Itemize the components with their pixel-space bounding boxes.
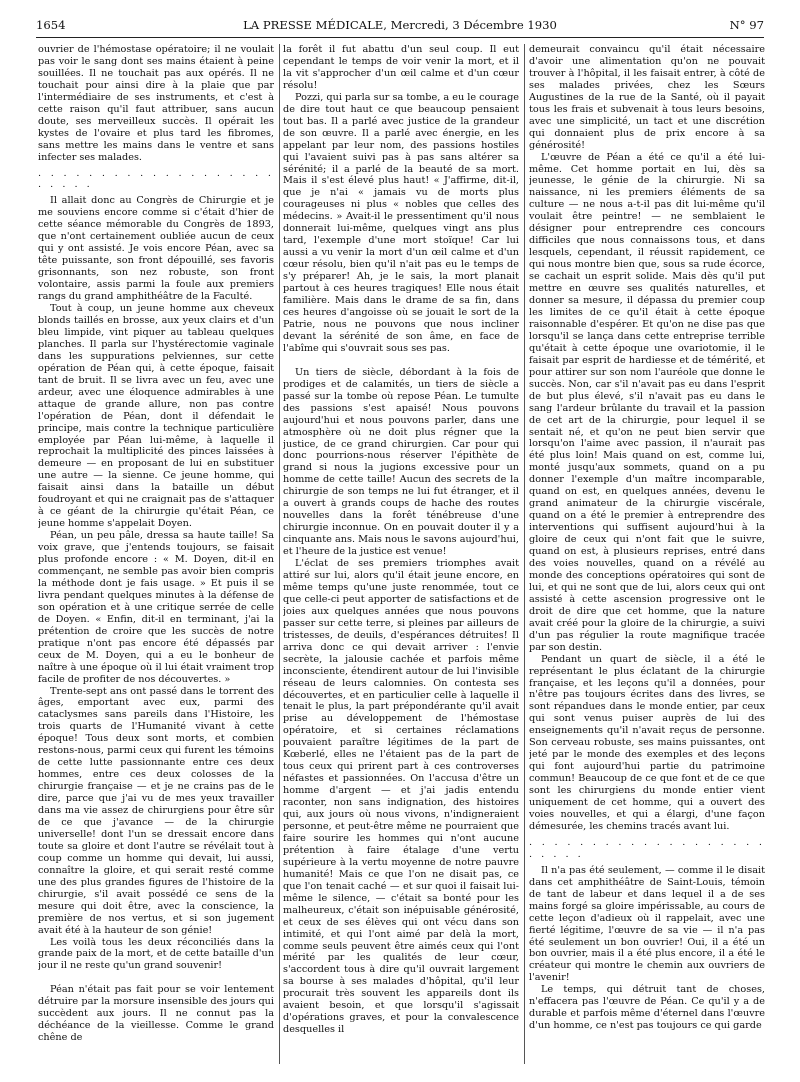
paragraph: demeurait convaincu qu'il était nécessaire d'avoir une alimentation qu'on ne pouvait trouver à l'hôpital, il les faisait entrer, à côté de ses malades privées, chez les Sœurs Augustines de la rue de la Santé, où il payait tous les frais et subvenait à tous leurs besoins, avec une simplicité, un tact et une discrétion qui donnaient plus de prix encore à sa générosité! — [529, 44, 765, 151]
column-divider — [524, 44, 525, 1064]
paragraph: Trente-sept ans ont passé dans le torrent des âges, emportant avec eux, parmi des cataclysmes sans pareils dans l'Histoire, les trois quarts de l'Humanité vivant à cette époque! Tous deux sont morts, et combien restons-nous, parmi ceux qui furent les témoins de cette lutte passionnante entre ces deux hommes, entre ces deux colosses de la chirurgie française — et je ne crains pas de le dire, parce que j'ai vu de mes yeux travailler dans ma vie assez de chirurgiens pour être sûr de ce que j'avance — de la chirurgie universelle! dont l'un se dressait encore dans toute sa gloire et dont l'autre se révélait tout à coup comme un homme qui devait, lui aussi, connaître la gloire, et qui serait resté comme une des plus grandes figures de l'histoire de la chirurgie, s'il avait possédé ce sens de la mesure qui doit être, avec la conscience, la première de nos vertus, et si son jugement avait été à la hauteur de son génie! — [38, 685, 274, 936]
paragraph: Il allait donc au Congrès de Chirurgie et je me souviens encore comme si c'était d'hier de cette séance mémorable du Congrès de 1893, que n'ont certainement oubliée aucun de ceux qui y ont assisté. Je vois encore Péan, avec sa tête puissante, son front dépouillé, ses favoris grisonnants, son nez robuste, son front volontaire, assis parmi la foule aux premiers rangs du grand amphithéâtre de la Faculté. — [38, 195, 274, 303]
paragraph: Les voilà tous les deux réconciliés dans la grande paix de la mort, et de cette bataille d'un jour il ne reste qu'un grand souvenir! — [38, 936, 274, 972]
paragraph: L'éclat de ses premiers triomphes avait attiré sur lui, alors qu'il était jeune encore, en même temps qu'une juste renommée, tout ce que celle-ci peut apporter de satisfactions et de joies aux quelques années que nous pouvons passer sur cette terre, si pleines par ailleurs de tristesses, de deuils, d'espérances détruites! Il arriva donc ce qui devait arriver : l'envie secrète, la jalousie cachée et parfois même inconsciente, étendirent autour de lui l'invisible réseau de leurs calomnies. On contesta ses découvertes, et en particulier celle à laquelle il tenait le plus, la part prépondérante qu'il avait prise au développement de l'hémostase opératoire, et si certaines réclamations pouvaient paraître légitimes de la part de Kœberlé, elles ne l'étaient pas de la part de tous ceux qui prirent part à ces controverses néfastes et passionnées. On l'accusa d'être un homme d'argent — et j'ai jadis entendu raconter, non sans indignation, des histoires qui, aux jours où nous vivons, n'indigneraient personne, et peut-être même ne pourraient que faire sourire les hommes qui n'ont aucune prétention à faire étalage d'une vertu supérieure à la vertu moyenne de notre pauvre humanité! Mais ce que l'on ne disait pas, ce que l'on tenait caché — et sur quoi il faisait lui-même le silence, — c'était sa bonté pour les malheureux, c'était son inépuisable générosité, et ceux de ses élèves qui ont vécu dans son intimité, et qui l'ont aimé par delà la mort, comme seuls peuvent être aimés ceux qui l'ont mérité par les qualités de leur cœur, s'accordent tous à dire qu'il ouvrait largement sa bourse à ses malades d'hôpital, qu'il leur procurait très souvent les appareils dont ils avaient besoin, et que lorsqu'il s'agissait d'opérations graves, et pour la convalescence desquelles il — [283, 558, 519, 1036]
paragraph: Pozzi, qui parla sur sa tombe, a eu le courage de dire tout haut ce que beaucoup pensaient tout bas. Il a parlé avec justice de la grandeur de son œuvre. Il a parlé avec énergie, en les appelant par leur nom, des passions hostiles qui l'avaient suivi pas à pas sans altérer sa sérénité; il a parlé de la beauté de sa mort. Mais il s'est élevé plus haut! « J'affirme, dit-il, que je n'ai « jamais vu de morts plus courageuses ni plus « nobles que celles des médecins. » Avait-il le pressentiment qu'il nous donnerait lui-même, quelques vingt ans plus tard, l'exemple d'une mort stoïque! Car lui aussi a vu venir la mort d'un œil calme et d'un cœur résolu, bien qu'il n'ait pas eu le temps de s'y préparer! Ah, je le sais, la mort planait partout à ces heures tragiques! Elle nous était familière. Mais dans le drame de sa fin, dans ces heures d'angoisse où se jouait le sort de la Patrie, nous ne pouvons que nous incliner devant la sérénité de son âme, en face de l'abîme qui s'ouvrait sous ses pas. — [283, 91, 519, 354]
issue-number: N° 97 — [729, 18, 764, 32]
text-column-3 — [529, 44, 765, 1074]
header-rule — [36, 37, 764, 38]
page-number: 1654 — [36, 18, 66, 32]
paragraph: la forêt il fut abattu d'un seul coup. Il eut cependant le temps de voir venir la mort, et il la vit s'approcher d'un œil calme et d'un cœur résolu! — [283, 44, 519, 91]
column-divider — [279, 44, 280, 1064]
paragraph: Péan n'était pas fait pour se voir lentement détruire par la morsure insensible des jours qui succèdent aux jours. Il ne connut pas la déchéance de la vieillesse. Comme le grand chêne de — [38, 984, 274, 1044]
paragraph: Pendant un quart de siècle, il a été le représentant le plus éclatant de la chirurgie française, et les leçons qu'il a données, pour n'être pas toujours écrites dans des livres, se sont répandues dans le monde entier, par ceux qui sont venus puiser auprès de lui des enseignements qu'il n'avait reçus de personne. Son cerveau robuste, ses mains puissantes, ont jeté par le monde des exemples et des leçons qui font aujourd'hui partie du patrimoine commun! Beaucoup de ce que font et de ce que sont les chirurgiens du monde entier vient uniquement de cet homme, qui a ouvert des voies nouvelles, et qui a élargi, d'une façon démesurée, les chemins tracés avant lui. — [529, 653, 765, 832]
paragraph: Tout à coup, un jeune homme aux cheveux blonds taillés en brosse, aux yeux clairs et d'un bleu limpide, vint piquer au tableau quelques planches. Il parla sur l'hystérectomie vaginale dans les suppurations pelviennes, sur cette opération de Péan qui, à cette époque, faisait tant de bruit. Il se livra avec un feu, avec une ardeur, avec une éloquence admirables à une attaque de grande allure, non pas contre l'opération de Péan, dont il défendait le principe, mais contre la technique particulière employée par Péan lui-même, à laquelle il reprochait la multiplicité des pinces laissées à demeure — en proposant de lui en substituer une autre — la sienne. Ce jeune homme, qui faisait ainsi dans la bataille un début foudroyant et qui ne craignait pas de s'attaquer à ce géant de la chirurgie qu'était Péan, ce jeune homme s'appelait Doyen. — [38, 303, 274, 530]
paragraph: Le temps, qui détruit tant de choses, n'effacera pas l'œuvre de Péan. Ce qu'il y a de durable et parfois même d'éternel dans l'œuvre d'un homme, ce n'est pas toujours ce qui garde — [529, 984, 765, 1032]
paragraph: L'œuvre de Péan a été ce qu'il a été lui-même. Cet homme portait en lui, dès sa jeunesse, le génie de la chirurgie. Ni sa naissance, ni les premiers éléments de sa culture — ne nous a-t-il pas dit lui-même qu'il voulait être peintre! — ne semblaient le désigner pour entreprendre ces concours difficiles que nous connaissons tous, et dans lesquels, cependant, il réussit rapidement, ce qui nous montre bien que, sous sa rude écorce, se cachait un esprit solide. Mais dès qu'il put mettre en œuvre ses qualités naturelles, et donner sa mesure, il dépassa du premier coup les limites de ce qu'il était à cette époque raisonnable d'espérer. Et qu'on ne dise pas que lorsqu'il se lança dans cette entreprise terrible qu'était à cette époque une ovariotomie, il le faisait par esprit de hardiesse et de témérité, et pour attirer sur son nom l'auréole que donne le succès. Non, car s'il n'avait pas eu dans l'esprit de but plus élevé, s'il n'avait pas eu dans le sang l'ardeur brûlante du travail et la passion de cet art de la chirurgie, pour lequel il se sentait né, et qu'on ne peut bien servir que lorsqu'on l'aime avec passion, il n'aurait pas été plus loin! Mais quand on est, comme lui, monté jusqu'aux sommets, quand on a pu donner l'exemple d'un maître incomparable, quand on est, en quelques années, devenu le grand animateur de la chirurgie viscérale, quand on a été le premier à entreprendre des interventions qui suffisent aujourd'hui à la gloire de ceux qui n'ont fait que le suivre, quand on est, à plusieurs reprises, entré dans des voies nouvelles, quand on a révélé au monde des conceptions opératoires qui sont de lui, et qui ne sont que de lui, alors ceux qui ont assisté à cette ascension progressive ont le droit de dire que cet homme, que la nature avait créé pour la gloire de la chirurgie, a suivi d'un pas régulier la route magnifique tracée par son destin. — [529, 151, 765, 653]
running-header — [36, 18, 764, 32]
text-column-2 — [283, 44, 519, 1074]
paragraph: Un tiers de siècle, débordant à la fois de prodiges et de calamités, un tiers de siècle a passé sur la tombe où repose Péan. Le tumulte des passions s'est apaisé! Nous pouvons aujourd'hui et nous pouvons parler, dans une atmosphère où ne doit plus régner que la justice, de ce grand chirurgien. Car pour qui donc pourrions-nous réserver l'épithète de grand si nous la jugions excessive pour un homme de cette taille! Aucun des secrets de la chirurgie de son temps ne lui fut étranger, et il a ouvert à grands coups de hache des routes nouvelles dans la forêt ténébreuse d'une chirurgie inconnue. On en pouvait douter il y a cinquante ans. Mais nous le savons aujourd'hui, et l'heure de la justice est venue! — [283, 366, 519, 558]
ellipsis-separator: . . . . . . . . . . . . . . . . . . . . . . . . — [529, 836, 765, 860]
paragraph: ouvrier de l'hémostase opératoire; il ne voulait pas voir le sang dont ses mains étaient à peine souillées. Il ne touchait pas aux opérés. Il ne touchait pour ainsi dire à la plaie que par l'intermédiaire de ses instruments, et c'est à cette raison qu'il faut attribuer, sans aucun doute, ses merveilleux succès. Il opérait les kystes de l'ovaire et plus tard les fibromes, sans mettre les mains dans le ventre et sans infecter ses malades. — [38, 44, 274, 163]
text-column-1 — [38, 44, 274, 1074]
paragraph: Il n'a pas été seulement, — comme il le disait dans cet amphithéâtre de Saint-Louis, témoin de tant de labeur et dans lequel il a de ses mains forgé sa gloire impérissable, au cours de cette leçon d'adieux où il rappelait, avec une fierté légitime, l'œuvre de sa vie — il n'a pas été seulement un bon ouvrier! Oui, il a été un bon ouvrier, mais il a été plus encore, il a été le créateur qui montre le chemin aux ouvriers de l'avenir! — [529, 864, 765, 984]
paragraph: Péan, un peu pâle, dressa sa haute taille! Sa voix grave, que j'entends toujours, se faisait plus profonde encore : « M. Doyen, dit-il en commençant, ne semble pas avoir bien compris la méthode dont je fais usage. » Et puis il se livra pendant quelques minutes à la défense de son opération et à une critique serrée de celle de Doyen. « Enfin, dit-il en terminant, j'ai la prétention de croire que les succès de notre pratique n'ont pas encore été dépassés par ceux de M. Doyen, qui a eu le bonheur de naître à une époque où il lui était vraiment trop facile de profiter de nos découvertes. » — [38, 530, 274, 685]
ellipsis-separator: . . . . . . . . . . . . . . . . . . . . . . . . — [38, 167, 274, 191]
journal-title: LA PRESSE MÉDICALE, Mercredi, 3 Décembre 1930 — [243, 18, 557, 32]
